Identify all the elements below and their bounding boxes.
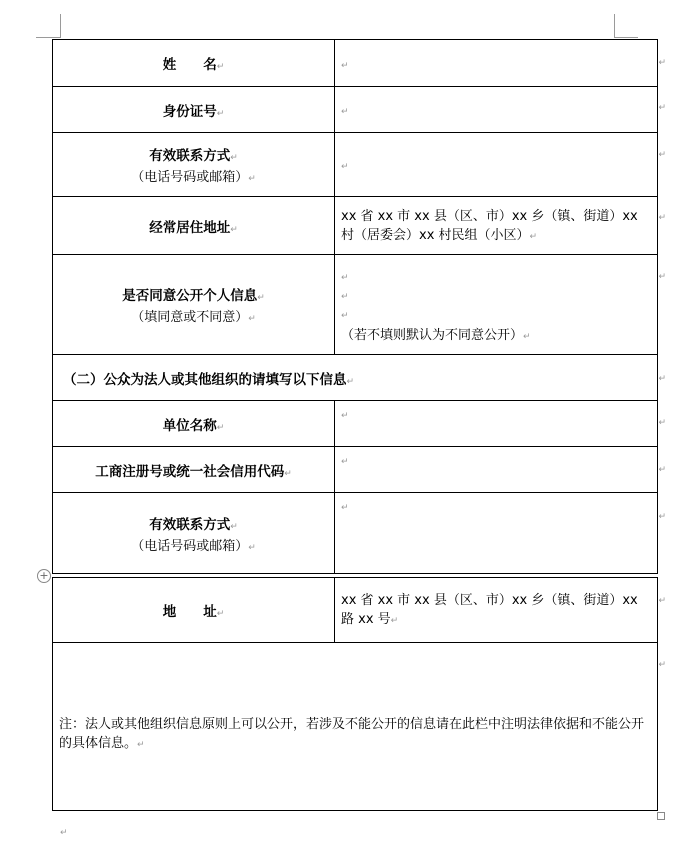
table-row <box>53 643 658 811</box>
table-row <box>53 493 658 574</box>
label-id-number: 身份证号↵ <box>53 87 335 133</box>
value-org-name[interactable]: ↵ <box>335 401 658 447</box>
end-of-row-mark: ↵ <box>658 150 666 160</box>
end-of-row-mark: ↵ <box>658 465 666 475</box>
corner-mark-top-left-h <box>36 37 60 38</box>
table-row <box>53 197 658 255</box>
value-org-address[interactable]: xx 省 xx 市 xx 县（区、市）xx 乡（镇、街道）xx 路 xx 号↵ <box>335 578 658 643</box>
value-residence-address[interactable]: xx 省 xx 市 xx 县（区、市）xx 乡（镇、街道）xx 村（居委会）xx 村民组（小区）↵ <box>335 197 658 255</box>
table-row <box>53 401 658 447</box>
label-residence-address: 经常居住地址↵ <box>53 197 335 255</box>
table-row <box>53 40 658 87</box>
corner-mark-top-right-h <box>614 37 638 38</box>
end-of-row-mark: ↵ <box>658 213 666 223</box>
label-disclose-consent: 是否同意公开个人信息↵ （填同意或不同意）↵ <box>53 255 335 355</box>
note-cell[interactable]: 注：法人或其他组织信息原则上可以公开，若涉及不能公开的信息请在此栏中注明法律依据和不能公开的具体信息。↵ <box>53 643 658 811</box>
label-org-registration-code: 工商注册号或统一社会信用代码↵ <box>53 447 335 493</box>
table-row <box>53 87 658 133</box>
end-of-row-mark: ↵ <box>658 374 666 384</box>
table-row <box>53 133 658 197</box>
paragraph-mark: ↵ <box>60 828 68 838</box>
value-org-contact[interactable]: ↵ <box>335 493 658 574</box>
applicant-info-table <box>52 39 658 574</box>
value-contact[interactable]: ↵ <box>335 133 658 197</box>
label-org-contact: 有效联系方式↵ （电话号码或邮箱）↵ <box>53 493 335 574</box>
end-of-row-mark: ↵ <box>658 103 666 113</box>
table-row <box>53 255 658 355</box>
square-icon[interactable] <box>657 812 665 820</box>
org-address-table <box>52 577 658 811</box>
end-of-row-mark: ↵ <box>658 512 666 522</box>
table-row <box>53 447 658 493</box>
plus-circle-icon[interactable]: + <box>37 569 51 583</box>
table-row <box>53 355 658 401</box>
table-row <box>53 578 658 643</box>
value-org-registration-code[interactable]: ↵ <box>335 447 658 493</box>
end-of-row-mark: ↵ <box>658 660 666 670</box>
end-of-row-mark: ↵ <box>658 596 666 606</box>
label-name: 姓 名↵ <box>53 40 335 87</box>
corner-mark-top-right-v <box>614 14 615 38</box>
corner-mark-top-left-v <box>60 14 61 38</box>
label-org-address: 地 址↵ <box>53 578 335 643</box>
label-org-name: 单位名称↵ <box>53 401 335 447</box>
end-of-row-mark: ↵ <box>658 58 666 68</box>
end-of-row-mark: ↵ <box>658 418 666 428</box>
section-header-org: （二）公众为法人或其他组织的请填写以下信息↵ <box>53 355 658 401</box>
value-name[interactable]: ↵ <box>335 40 658 87</box>
value-id-number[interactable]: ↵ <box>335 87 658 133</box>
value-disclose-consent[interactable]: ↵ ↵ ↵ （若不填则默认为不同意公开）↵ <box>335 255 658 355</box>
label-contact: 有效联系方式↵ （电话号码或邮箱）↵ <box>53 133 335 197</box>
end-of-row-mark: ↵ <box>658 272 666 282</box>
